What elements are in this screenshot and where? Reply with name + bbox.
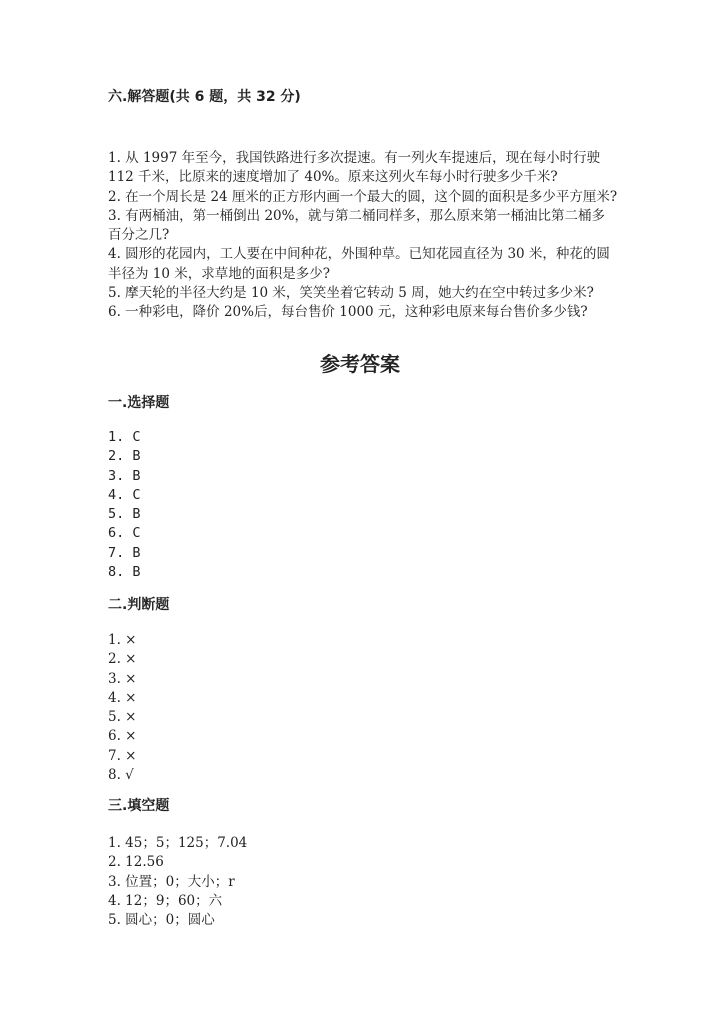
answer-item: 2. B — [108, 448, 141, 465]
answer-item: 2. 12.56 — [108, 854, 164, 871]
section-heading: 六.解答题(共 6 题，共 32 分) — [108, 89, 301, 105]
answer-item: 3. B — [108, 467, 141, 484]
answer-item: 5. B — [108, 506, 141, 523]
answer-item: 1. C — [108, 429, 141, 445]
question: 6. 一种彩电，降价 20%后，每台售价 1000 元，这种彩电原来每台售价多少钱? — [108, 304, 588, 321]
fill-heading: 三.填空题 — [108, 798, 170, 814]
answer-item: 1. × — [108, 632, 137, 648]
question: 4. 圆形的花园内，工人要在中间种花，外围种草。已知花园直径为 30 米，种花的圆半径为 10 米，求草地的面积是多少? — [108, 246, 610, 282]
answer-item: 4. 12；9；60；六 — [108, 892, 223, 909]
answer-item: 2. × — [108, 651, 137, 668]
answer-item: 5. × — [108, 709, 137, 726]
answer-item: 6. × — [108, 728, 137, 745]
answer-item: 8. √ — [108, 767, 134, 784]
answer-item: 4. C — [108, 486, 141, 503]
question-list — [108, 149, 618, 323]
answer-item: 6. C — [108, 525, 141, 542]
answer-item: 4. × — [108, 689, 137, 706]
answer-item: 7. B — [108, 544, 141, 561]
answers-title: 参考答案 — [320, 352, 400, 376]
answer-item: 1. 45；5；125；7.04 — [108, 835, 248, 851]
answer-item: 7. × — [108, 747, 137, 764]
question: 1. 从 1997 年至今，我国铁路进行多次提速。有一列火车提速后，现在每小时行驶 112 千米，比原来的速度增加了 40%。原来这列火车每小时行驶多少千米? — [108, 150, 601, 186]
answer-item: 3. 位置；0；大小；r — [108, 873, 235, 890]
question: 3. 有两桶油，第一桶倒出 20%，就与第二桶同样多，那么原来第一桶油比第二桶多百分之几? — [108, 207, 605, 244]
fill-answers — [108, 834, 618, 930]
answer-item: 8. B — [108, 564, 141, 581]
choice-heading: 一.选择题 — [108, 395, 170, 411]
choice-answers — [108, 428, 618, 582]
answer-item: 3. × — [108, 670, 137, 687]
judge-answers — [108, 631, 618, 785]
question: 5. 摩天轮的半径大约是 10 米，笑笑坐着它转动 5 周，她大约在空中转过多少米? — [108, 285, 594, 302]
answer-item: 5. 圆心；0；圆心 — [108, 912, 215, 929]
question: 2. 在一个周长是 24 厘米的正方形内画一个最大的圆，这个圆的面积是多少平方厘米? — [108, 188, 618, 205]
judge-heading: 二.判断题 — [108, 597, 170, 613]
